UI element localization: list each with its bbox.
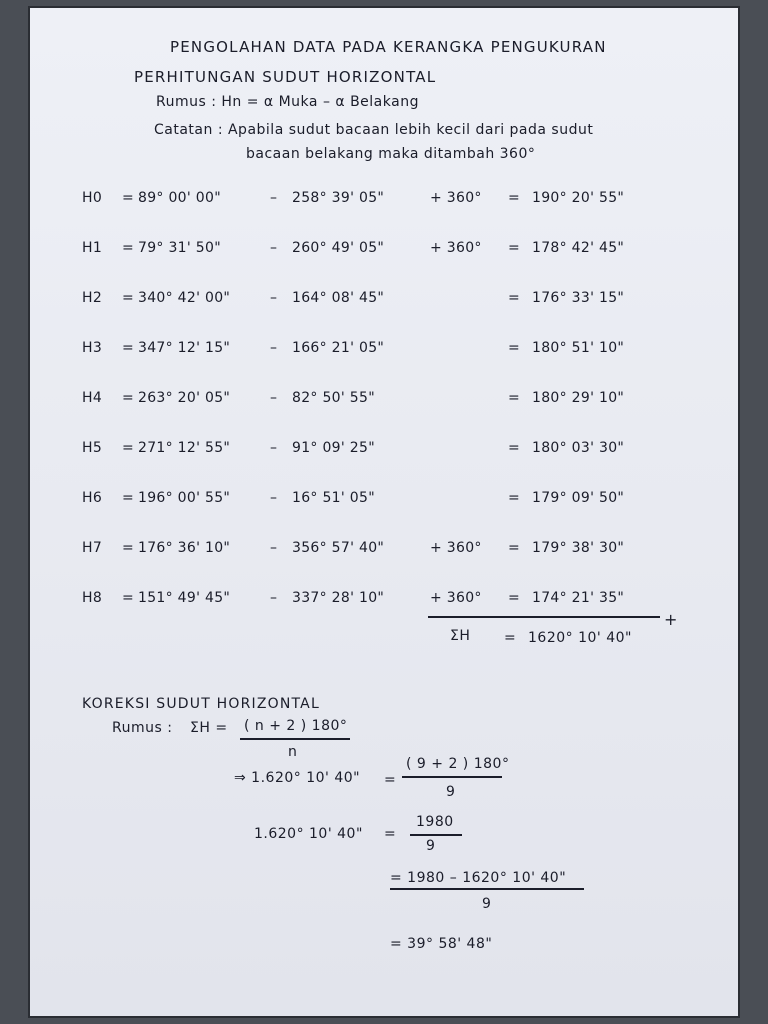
plus-360: + 360°: [430, 240, 482, 256]
table-row: [30, 390, 730, 410]
equals-sign: =: [122, 290, 135, 306]
angle-label: H4: [82, 390, 103, 406]
plus-360: + 360°: [430, 540, 482, 556]
equals-sign: =: [122, 390, 135, 406]
note-line-1: Catatan : Apabila sudut bacaan lebih kecil dari pada sudut: [154, 122, 594, 138]
step3-numerator: = 1980 – 1620° 10' 40": [390, 870, 567, 886]
front-reading: 196° 00' 55": [138, 490, 231, 506]
table-row: [30, 240, 730, 260]
minus-sign: –: [270, 240, 278, 256]
minus-sign: –: [270, 390, 278, 406]
back-reading: 82° 50' 55": [292, 390, 375, 406]
back-reading: 337° 28' 10": [292, 590, 385, 606]
fraction-bar: [240, 738, 350, 740]
table-row: [30, 590, 730, 610]
step1-denominator: 9: [446, 784, 456, 800]
equals-sign: =: [508, 440, 521, 456]
minus-sign: –: [270, 440, 278, 456]
equals-sign: =: [122, 590, 135, 606]
plus-360: + 360°: [430, 190, 482, 206]
equals-sign: =: [122, 540, 135, 556]
fraction-bar: [402, 776, 502, 778]
equals-sign: =: [508, 190, 521, 206]
table-row: [30, 440, 730, 460]
horizontal-angle-result: 176° 33' 15": [532, 290, 625, 306]
front-reading: 79° 31' 50": [138, 240, 221, 256]
table-row: [30, 340, 730, 360]
minus-sign: –: [270, 340, 278, 356]
back-reading: 258° 39' 05": [292, 190, 385, 206]
horizontal-angle-result: 180° 29' 10": [532, 390, 625, 406]
angle-label: H6: [82, 490, 103, 506]
handwritten-page: [28, 6, 740, 1018]
step2-lhs: 1.620° 10' 40": [254, 826, 363, 842]
back-reading: 356° 57' 40": [292, 540, 385, 556]
horizontal-angle-result: 190° 20' 55": [532, 190, 625, 206]
horizontal-angle-result: 174° 21' 35": [532, 590, 625, 606]
back-reading: 164° 08' 45": [292, 290, 385, 306]
correction-formula-label: Rumus :: [112, 720, 173, 736]
equals-sign: =: [122, 490, 135, 506]
correction-formula-lhs: ΣH =: [190, 720, 228, 736]
table-row: [30, 490, 730, 510]
minus-sign: –: [270, 490, 278, 506]
horizontal-angle-result: 178° 42' 45": [532, 240, 625, 256]
horizontal-angle-result: 180° 51' 10": [532, 340, 625, 356]
angle-label: H5: [82, 440, 103, 456]
table-row: [30, 290, 730, 310]
page-title: PENGOLAHAN DATA PADA KERANGKA PENGUKURAN: [170, 38, 607, 56]
horizontal-angle-result: 179° 09' 50": [532, 490, 625, 506]
minus-sign: –: [270, 540, 278, 556]
sum-equals: =: [504, 630, 517, 646]
sum-plus-sign: +: [664, 610, 678, 629]
sum-value: 1620° 10' 40": [528, 630, 632, 646]
back-reading: 16° 51' 05": [292, 490, 375, 506]
fraction-bar: [390, 888, 584, 890]
equals-sign: =: [122, 190, 135, 206]
back-reading: 91° 09' 25": [292, 440, 375, 456]
step1-lhs: ⇒ 1.620° 10' 40": [234, 770, 361, 786]
table-row: [30, 540, 730, 560]
front-reading: 340° 42' 00": [138, 290, 231, 306]
note-line-2: bacaan belakang maka ditambah 360°: [246, 146, 536, 162]
fraction-bar: [410, 834, 462, 836]
correction-formula-denominator: n: [288, 744, 298, 760]
step3-denominator: 9: [482, 896, 492, 912]
correction-result: = 39° 58' 48": [390, 936, 493, 952]
equals-sign: =: [508, 540, 521, 556]
equals-sign: =: [508, 490, 521, 506]
angle-label: H0: [82, 190, 103, 206]
correction-title: KOREKSI SUDUT HORIZONTAL: [82, 696, 320, 712]
formula-text: Rumus : Hn = α Muka – α Belakang: [156, 94, 419, 110]
front-reading: 176° 36' 10": [138, 540, 231, 556]
front-reading: 271° 12' 55": [138, 440, 231, 456]
equals-sign: =: [508, 390, 521, 406]
front-reading: 151° 49' 45": [138, 590, 231, 606]
front-reading: 263° 20' 05": [138, 390, 231, 406]
step2-numerator: 1980: [416, 814, 454, 830]
equals-sign: =: [508, 290, 521, 306]
angle-label: H2: [82, 290, 103, 306]
minus-sign: –: [270, 290, 278, 306]
step2-denominator: 9: [426, 838, 436, 854]
back-reading: 260° 49' 05": [292, 240, 385, 256]
step1-numerator: ( 9 + 2 ) 180°: [406, 756, 510, 772]
front-reading: 347° 12' 15": [138, 340, 231, 356]
sum-label: ΣH: [450, 628, 471, 644]
step1-equals: =: [384, 772, 397, 788]
equals-sign: =: [122, 340, 135, 356]
angle-label: H8: [82, 590, 103, 606]
minus-sign: –: [270, 590, 278, 606]
plus-360: + 360°: [430, 590, 482, 606]
sum-underline: [428, 616, 660, 618]
front-reading: 89° 00' 00": [138, 190, 221, 206]
equals-sign: =: [122, 240, 135, 256]
back-reading: 166° 21' 05": [292, 340, 385, 356]
minus-sign: –: [270, 190, 278, 206]
angle-label: H1: [82, 240, 103, 256]
correction-formula-numerator: ( n + 2 ) 180°: [244, 718, 348, 734]
equals-sign: =: [508, 590, 521, 606]
equals-sign: =: [508, 240, 521, 256]
table-row: [30, 190, 730, 210]
equals-sign: =: [508, 340, 521, 356]
section-title: PERHITUNGAN SUDUT HORIZONTAL: [134, 68, 437, 86]
equals-sign: =: [122, 440, 135, 456]
angle-label: H7: [82, 540, 103, 556]
angle-label: H3: [82, 340, 103, 356]
horizontal-angle-result: 180° 03' 30": [532, 440, 625, 456]
horizontal-angle-result: 179° 38' 30": [532, 540, 625, 556]
step2-equals: =: [384, 826, 397, 842]
